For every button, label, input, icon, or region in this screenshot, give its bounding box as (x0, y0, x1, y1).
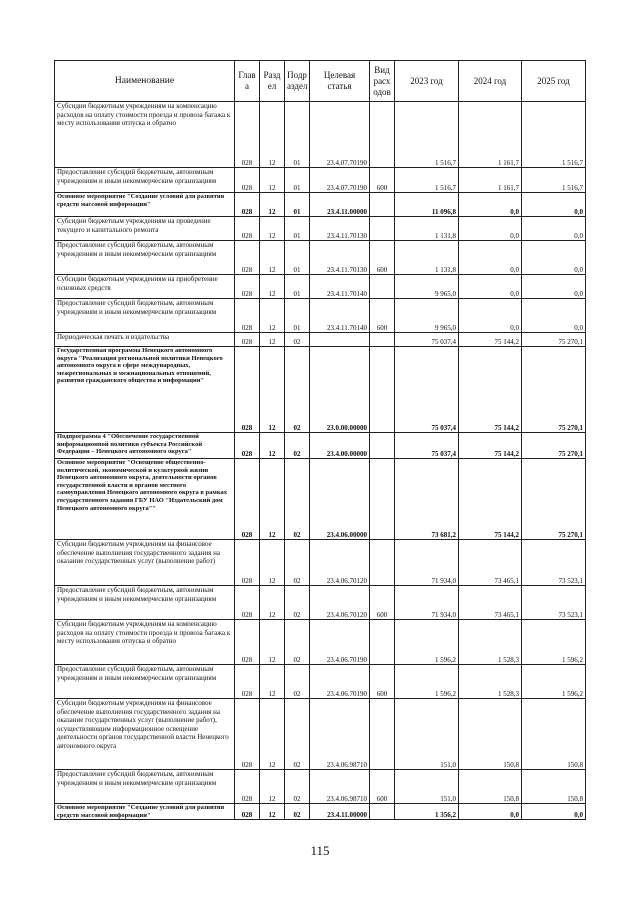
row-2024: 1 161,7 (459, 168, 522, 193)
row-vid: 600 (370, 168, 395, 193)
row-name: Подпрограмма 4 "Обеспечение государственной информационной политики субъекта Российской Федерации – Ненецкого автономного округа" (55, 433, 235, 459)
row-target: 23.4.11.00000 (310, 193, 370, 217)
row-2024: 75 144,2 (459, 333, 522, 347)
row-2025: 75 270,1 (522, 347, 586, 433)
table-row (55, 620, 586, 665)
table-row (55, 102, 586, 168)
row-2023: 71 934,0 (395, 540, 459, 586)
row-razdel: 12 (260, 699, 285, 770)
row-podrazdel: 01 (285, 102, 310, 168)
row-2023: 151,0 (395, 770, 459, 804)
row-podrazdel: 01 (285, 168, 310, 193)
row-razdel: 12 (260, 102, 285, 168)
row-2023: 75 037,4 (395, 433, 459, 459)
row-2024: 1 161,7 (459, 102, 522, 168)
row-2023: 73 681,2 (395, 459, 459, 540)
row-vid (370, 459, 395, 540)
table-row (55, 333, 586, 347)
row-vid (370, 275, 395, 299)
row-podrazdel: 01 (285, 275, 310, 299)
table-row (55, 540, 586, 586)
header-glava: Глав а (235, 61, 260, 102)
row-target: 23.4.06.98710 (310, 699, 370, 770)
row-razdel: 12 (260, 540, 285, 586)
row-2025: 0,0 (522, 193, 586, 217)
row-vid (370, 804, 395, 820)
row-target: 23.4.07.70190 (310, 102, 370, 168)
table-row (55, 241, 586, 275)
row-podrazdel: 02 (285, 540, 310, 586)
row-name: Предоставление субсидий бюджетным, автономным учреждениям и иным некоммерческим организациям (55, 299, 235, 333)
row-razdel: 12 (260, 620, 285, 665)
row-target: 23.4.06.70120 (310, 540, 370, 586)
row-2023: 71 934,0 (395, 586, 459, 620)
row-glava: 028 (235, 620, 260, 665)
row-2025: 73 523,1 (522, 540, 586, 586)
header-2023: 2023 год (395, 61, 459, 102)
header-razdel: Разд ел (260, 61, 285, 102)
row-name: Государственная программа Ненецкого автономного округа "Реализация региональной политики Ненецкого автономного округа в сфере международных, межрегиональных и межнациональных отношений, развития гражданского общества и информации" (55, 347, 235, 433)
row-2024: 1 528,3 (459, 620, 522, 665)
row-2025: 0,0 (522, 241, 586, 275)
row-2023: 1 131,8 (395, 241, 459, 275)
table-row (55, 299, 586, 333)
row-2025: 0,0 (522, 217, 586, 241)
header-podrazdel: Подр аздел (285, 61, 310, 102)
row-razdel: 12 (260, 299, 285, 333)
budget-table (54, 60, 586, 820)
row-glava: 028 (235, 770, 260, 804)
row-glava: 028 (235, 699, 260, 770)
row-razdel: 12 (260, 241, 285, 275)
row-name: Предоставление субсидий бюджетным, автономным учреждениям и иным некоммерческим организациям (55, 241, 235, 275)
row-vid (370, 193, 395, 217)
row-razdel: 12 (260, 193, 285, 217)
row-name: Предоставление субсидий бюджетным, автономным учреждениям и иным некоммерческим организациям (55, 168, 235, 193)
row-name: Основное мероприятие "Освещение общественно-политической, экономической и культурной жизни Ненецкого автономного округа, деятельности органов государственной власти и органов местного самоуправления Ненецкого автономного округа в рамках государственного задания ГБУ НАО "Издательский дом Ненецкого автономного округа"" (55, 459, 235, 540)
row-target: 23.4.06.70190 (310, 665, 370, 699)
row-2025: 150,8 (522, 770, 586, 804)
row-2024: 0,0 (459, 217, 522, 241)
row-2023: 1 596,2 (395, 665, 459, 699)
table-row (55, 586, 586, 620)
header-2024: 2024 год (459, 61, 522, 102)
row-podrazdel: 02 (285, 459, 310, 540)
row-podrazdel: 02 (285, 804, 310, 820)
row-2024: 75 144,2 (459, 433, 522, 459)
row-target (310, 333, 370, 347)
row-name: Субсидии бюджетным учреждениям на проведение текущего и капитального ремонта (55, 217, 235, 241)
row-2023: 1 356,2 (395, 804, 459, 820)
row-glava: 028 (235, 217, 260, 241)
row-2025: 1 516,7 (522, 102, 586, 168)
row-2025: 75 270,1 (522, 433, 586, 459)
row-podrazdel: 02 (285, 699, 310, 770)
row-razdel: 12 (260, 333, 285, 347)
row-target: 23.4.06.70120 (310, 586, 370, 620)
row-podrazdel: 01 (285, 241, 310, 275)
row-name: Предоставление субсидий бюджетным, автономным учреждениям и иным некоммерческим организациям (55, 586, 235, 620)
row-vid: 600 (370, 586, 395, 620)
row-2023: 9 965,0 (395, 275, 459, 299)
row-name: Субсидии бюджетным учреждениям на финансовое обеспечение выполнения государственного задания на оказание государственных услуг (выполнение работ) (55, 540, 235, 586)
row-podrazdel: 01 (285, 299, 310, 333)
header-vid: Вид расх одов (370, 61, 395, 102)
row-2024: 150,8 (459, 699, 522, 770)
table-row (55, 770, 586, 804)
row-2024: 1 528,3 (459, 665, 522, 699)
row-target: 23.4.11.70130 (310, 241, 370, 275)
row-2023: 9 965,0 (395, 299, 459, 333)
row-podrazdel: 02 (285, 586, 310, 620)
table-row (55, 347, 586, 433)
table-body (55, 102, 586, 820)
table-row (55, 193, 586, 217)
row-glava: 028 (235, 433, 260, 459)
row-target: 23.4.06.70190 (310, 620, 370, 665)
row-2023: 1 516,7 (395, 168, 459, 193)
page-number: 115 (310, 843, 330, 858)
row-razdel: 12 (260, 804, 285, 820)
row-target: 23.4.06.00000 (310, 459, 370, 540)
row-podrazdel: 02 (285, 347, 310, 433)
row-2024: 75 144,2 (459, 459, 522, 540)
table-row (55, 459, 586, 540)
row-target: 23.0.00.00000 (310, 347, 370, 433)
row-razdel: 12 (260, 275, 285, 299)
row-glava: 028 (235, 299, 260, 333)
row-razdel: 12 (260, 665, 285, 699)
row-vid: 600 (370, 665, 395, 699)
row-razdel: 12 (260, 459, 285, 540)
row-target: 23.4.06.98710 (310, 770, 370, 804)
row-glava: 028 (235, 333, 260, 347)
table-row (55, 168, 586, 193)
row-podrazdel: 01 (285, 193, 310, 217)
row-target: 23.4.00.00000 (310, 433, 370, 459)
row-2023: 11 096,8 (395, 193, 459, 217)
row-vid (370, 102, 395, 168)
row-2023: 1 596,2 (395, 620, 459, 665)
row-2025: 0,0 (522, 275, 586, 299)
row-glava: 028 (235, 665, 260, 699)
row-2025: 0,0 (522, 804, 586, 820)
table-row (55, 217, 586, 241)
row-glava: 028 (235, 275, 260, 299)
row-vid: 600 (370, 299, 395, 333)
row-2023: 75 037,4 (395, 333, 459, 347)
row-target: 23.4.11.70130 (310, 217, 370, 241)
row-target: 23.4.11.70140 (310, 275, 370, 299)
row-vid (370, 333, 395, 347)
row-name: Субсидии бюджетным учреждениям на приобретение основных средств (55, 275, 235, 299)
table-row (55, 433, 586, 459)
row-2025: 1 596,2 (522, 620, 586, 665)
row-glava: 028 (235, 540, 260, 586)
table-row (55, 275, 586, 299)
row-2024: 150,8 (459, 770, 522, 804)
row-vid (370, 433, 395, 459)
row-razdel: 12 (260, 168, 285, 193)
row-name: Субсидии бюджетным учреждениям на компенсацию расходов на оплату стоимости проезда и провоза багажа к месту использования отпуска и обратно (55, 102, 235, 168)
row-vid (370, 347, 395, 433)
row-2024: 0,0 (459, 193, 522, 217)
row-name: Субсидии бюджетным учреждениям на компенсацию расходов на оплату стоимости проезда и провоза багажа к месту использования отпуска и обратно (55, 620, 235, 665)
row-2025: 73 523,1 (522, 586, 586, 620)
row-vid (370, 217, 395, 241)
row-vid (370, 699, 395, 770)
row-2024: 73 465,1 (459, 540, 522, 586)
row-glava: 028 (235, 586, 260, 620)
row-name: Предоставление субсидий бюджетным, автономным учреждениям и иным некоммерческим организациям (55, 770, 235, 804)
row-2025: 75 270,1 (522, 333, 586, 347)
table-row (55, 665, 586, 699)
row-glava: 028 (235, 804, 260, 820)
row-2025: 150,8 (522, 699, 586, 770)
row-name: Основное мероприятие "Создание условий для развития средств массовой информации" (55, 193, 235, 217)
row-vid: 600 (370, 770, 395, 804)
row-name: Основное мероприятие "Создание условий для развития средств массовой информации" (55, 804, 235, 820)
row-vid (370, 540, 395, 586)
header-2025: 2025 год (522, 61, 586, 102)
row-2024: 0,0 (459, 299, 522, 333)
header-target: Целевая статья (310, 61, 370, 102)
row-vid (370, 620, 395, 665)
row-glava: 028 (235, 168, 260, 193)
row-target: 23.4.07.70190 (310, 168, 370, 193)
row-razdel: 12 (260, 433, 285, 459)
table-header-row (55, 61, 586, 102)
row-name: Предоставление субсидий бюджетным, автономным учреждениям и иным некоммерческим организациям (55, 665, 235, 699)
row-2023: 151,0 (395, 699, 459, 770)
row-glava: 028 (235, 347, 260, 433)
header-name: Наименование (55, 61, 235, 102)
row-podrazdel: 02 (285, 770, 310, 804)
row-2025: 1 516,7 (522, 168, 586, 193)
row-razdel: 12 (260, 217, 285, 241)
row-glava: 028 (235, 193, 260, 217)
row-podrazdel: 02 (285, 333, 310, 347)
row-2025: 0,0 (522, 299, 586, 333)
row-target: 23.4.11.70140 (310, 299, 370, 333)
row-podrazdel: 02 (285, 433, 310, 459)
row-razdel: 12 (260, 347, 285, 433)
row-podrazdel: 01 (285, 217, 310, 241)
row-target: 23.4.11.00000 (310, 804, 370, 820)
row-podrazdel: 02 (285, 665, 310, 699)
row-2024: 0,0 (459, 241, 522, 275)
row-2024: 0,0 (459, 804, 522, 820)
table-row (55, 699, 586, 770)
row-name: Субсидии бюджетным учреждениям на финансовое обеспечение выполнения государственного задания на оказание государственных услуг (выполнение работ), осуществляющим информационное освещение деятельности органов государственной власти Ненецкого автономного округа (55, 699, 235, 770)
row-glava: 028 (235, 102, 260, 168)
row-glava: 028 (235, 459, 260, 540)
row-2025: 1 596,2 (522, 665, 586, 699)
row-2023: 1 131,8 (395, 217, 459, 241)
row-2025: 75 270,1 (522, 459, 586, 540)
row-2024: 73 465,1 (459, 586, 522, 620)
row-razdel: 12 (260, 770, 285, 804)
row-razdel: 12 (260, 586, 285, 620)
row-vid: 600 (370, 241, 395, 275)
row-2024: 75 144,2 (459, 347, 522, 433)
row-2024: 0,0 (459, 275, 522, 299)
row-podrazdel: 02 (285, 620, 310, 665)
row-name: Периодическая печать и издательства (55, 333, 235, 347)
table-row (55, 804, 586, 820)
row-glava: 028 (235, 241, 260, 275)
row-2023: 75 037,4 (395, 347, 459, 433)
row-2023: 1 516,7 (395, 102, 459, 168)
